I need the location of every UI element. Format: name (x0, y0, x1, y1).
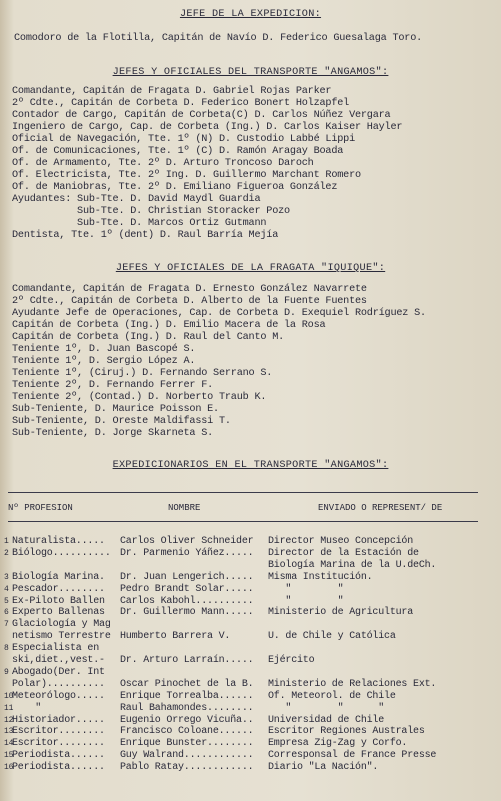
officer-line: Teniente 1º, (Ciruj.) D. Fernando Serrano S. (12, 368, 273, 379)
table-row (0, 584, 501, 596)
row-number: 3 (4, 572, 9, 582)
row-number: 13 (4, 727, 14, 737)
column-header-profesion: Nº PROFESION (8, 503, 73, 513)
row-enviado: Universidad de Chile (268, 714, 385, 726)
officer-line: Teniente 2º, (Contad.) D. Norberto Traub K. (12, 392, 267, 403)
row-nombre: Dr. Guillermo Mann..... (120, 607, 254, 619)
row-number: 5 (4, 596, 9, 606)
table-row (0, 596, 501, 608)
row-nombre: Eugenio Orrego Vicuña.. (120, 714, 254, 726)
row-number: 11 (4, 703, 14, 713)
officer-line: Sub-Teniente, D. Oreste Maldifassi T. (12, 416, 231, 427)
officer-line: Ayudantes: Sub-Tte. D. David Maydl Guardia (12, 194, 261, 205)
table-header-rule (8, 521, 478, 522)
row-enviado: Ministerio de Relaciones Ext. (268, 678, 437, 690)
table-row (0, 667, 501, 679)
row-enviado: Corresponsal de France Presse (268, 750, 437, 762)
row-nombre: Raul Bahamondes........ (120, 702, 254, 714)
row-profesion: Polar).......... (12, 678, 105, 690)
row-enviado: Diario "La Nación". (268, 762, 379, 774)
row-number: 12 (4, 715, 14, 725)
officer-line: Contador de Cargo, Capitán de Corbeta(C) D. Carlos Núñez Vergara (12, 110, 391, 121)
table-row (0, 619, 501, 631)
row-profesion: Periodista...... (12, 762, 105, 774)
table-row (0, 750, 501, 762)
row-profesion: Escritor........ (12, 738, 105, 750)
row-enviado: Escritor Regiones Australes (268, 726, 425, 738)
row-profesion: netismo Terrestre (12, 631, 111, 643)
row-profesion: Historiador..... (12, 714, 105, 726)
row-nombre: Pedro Brandt Solar..... (120, 583, 254, 595)
row-number: 9 (4, 667, 9, 677)
expedicionarios-heading: EXPEDICIONARIOS EN EL TRANSPORTE "ANGAMOS": (112, 460, 389, 471)
officer-line: Ayudante Jefe de Operaciones, Cap. de Corbeta D. Exequiel Rodríguez S. (12, 308, 426, 319)
row-enviado: Ministerio de Agricultura (268, 607, 414, 619)
row-nombre: Oscar Pinochet de la B. (120, 678, 254, 690)
officer-line: Of. de Armamento, Tte. 2º D. Arturo Troncoso Daroch (12, 158, 314, 169)
row-number: 16 (4, 763, 14, 773)
table-row (0, 726, 501, 738)
row-enviado: " " " (268, 702, 385, 714)
officer-line: Teniente 1º, D. Juan Bascopé S. (12, 344, 196, 355)
table-row (0, 679, 501, 691)
officer-line: Sub-Teniente, D. Maurice Poisson E. (12, 404, 219, 415)
row-nombre: Carlos Oliver Schneider (120, 536, 254, 547)
row-profesion: Pescador........ (12, 583, 105, 595)
officer-line: Of. Electricista, Tte. 2º Ing. D. Guillermo Marchant Romero (12, 170, 361, 181)
column-header-nombre: NOMBRE (168, 503, 201, 513)
row-profesion: Escritor........ (12, 726, 105, 738)
row-enviado: Director Museo Concepción (268, 536, 414, 547)
row-enviado: " " (268, 583, 344, 595)
officer-line: Capitán de Corbeta (Ing.) D. Raul del Canto M. (12, 332, 285, 343)
row-nombre: Francisco Coloane...... (120, 726, 254, 738)
officer-line: Dentista, Tte. 1º (dent) D. Raul Barría Mejía (12, 230, 279, 241)
officer-line: Comandante, Capitán de Fragata D. Gabriel Rojas Parker (12, 86, 332, 97)
table-row (0, 560, 501, 572)
row-enviado: Director de la Estación de (268, 547, 419, 559)
table-top-rule (8, 492, 478, 493)
officer-line: Oficial de Navegación, Tte. 1º (N) D. Custodio Labbé Lippi (12, 134, 355, 145)
row-profesion: Ex-Piloto Ballen (12, 595, 105, 607)
row-profesion: Glaciología y Mag (12, 619, 111, 631)
row-nombre: Pablo Ratay............ (120, 762, 254, 774)
row-nombre: Dr. Juan Lengerich..... (120, 571, 254, 583)
row-number: 4 (4, 584, 9, 594)
officer-line: Sub-Tte. D. Christian Storacker Pozo (12, 206, 290, 217)
row-number: 8 (4, 644, 9, 654)
row-profesion: " (12, 702, 42, 714)
officer-line: Comandante, Capitán de Fragata D. Ernesto González Navarrete (12, 284, 367, 295)
table-row (0, 607, 501, 619)
row-nombre: Dr. Parmenio Yáñez..... (120, 547, 254, 559)
table-row (0, 762, 501, 774)
table-row (0, 738, 501, 750)
row-profesion: Periodista...... (12, 750, 105, 762)
table-row (0, 655, 501, 667)
row-number: 10 (4, 691, 14, 701)
table-row (0, 548, 501, 560)
row-enviado: " " (268, 595, 344, 607)
officer-line: Of. de Maniobras, Tte. 2º D. Emiliano Figueroa González (12, 182, 338, 193)
officer-line: Of. de Comunicaciones, Tte. 1º (C) D. Ramón Aragay Boada (12, 146, 344, 157)
row-nombre: Guy Walrand............ (120, 750, 254, 762)
row-enviado: Biología Marina de la U.deCh. (268, 559, 437, 571)
row-profesion: Especialista en (12, 643, 100, 655)
table-row (0, 536, 501, 548)
officer-line: Sub-Teniente, D. Jorge Skarneta S. (12, 428, 214, 439)
table-row (0, 631, 501, 643)
row-number: 7 (4, 620, 9, 630)
row-enviado: U. de Chile y Católica (268, 631, 396, 643)
row-profesion: Biología Marina. (12, 571, 105, 583)
row-enviado: Misma Institución. (268, 571, 373, 583)
row-nombre: Enrique Torrealba...... (120, 690, 254, 702)
row-number: 1 (4, 537, 9, 546)
row-nombre: Carlos Kabohl.......... (120, 595, 254, 607)
row-enviado: Empresa Zig-Zag y Corfo. (268, 738, 408, 750)
column-header-enviado: ENVIADO O REPRESENT/ DE (318, 503, 443, 513)
officer-line: Teniente 2º, D. Fernando Ferrer F. (12, 380, 214, 391)
iquique-heading: JEFES Y OFICIALES DE LA FRAGATA "IQUIQUE": (115, 263, 386, 274)
angamos-heading: JEFES Y OFICIALES DEL TRANSPORTE "ANGAMOS": (112, 67, 389, 78)
row-number: 15 (4, 751, 14, 761)
table-row (0, 572, 501, 584)
table-row (0, 643, 501, 655)
row-profesion: Naturalista..... (12, 536, 105, 547)
officer-line: Capitán de Corbeta (Ing.) D. Emilio Macera de la Rosa (12, 320, 326, 331)
jefe-heading: JEFE DE LA EXPEDICION: (179, 9, 322, 20)
officer-line: Sub-Tte. D. Marcos Ortiz Gutmann (12, 218, 267, 229)
row-enviado: Of. Meteorol. de Chile (268, 690, 396, 702)
officer-line: 2º Cdte., Capitán de Corbeta D. Alberto de la Fuente Fuentes (12, 296, 367, 307)
row-nombre: Dr. Arturo Larraín..... (120, 655, 254, 666)
row-number: 14 (4, 739, 14, 749)
row-profesion: Biólogo.......... (12, 547, 111, 559)
table-row (0, 715, 501, 727)
officer-line: 2º Cdte., Capitán de Corbeta D. Federico Bonert Holzapfel (12, 98, 350, 109)
row-profesion: Abogado(Der. Int (12, 666, 105, 678)
officer-line: Ingeniero de Cargo, Cap. de Corbeta (Ing.) D. Carlos Kaiser Hayler (12, 122, 403, 133)
row-number: 6 (4, 608, 9, 618)
row-nombre: Humberto Barrera V. (120, 631, 231, 643)
jefe-line: Comodoro de la Flotilla, Capitán de Navío D. Federico Guesalaga Toro. (14, 33, 423, 44)
table-row (0, 691, 501, 703)
table-row (0, 703, 501, 715)
row-nombre: Enrique Bunster........ (120, 738, 254, 750)
row-number: 2 (4, 548, 9, 558)
row-profesion: Experto Ballenas (12, 607, 105, 619)
row-profesion: Meteorólogo..... (12, 690, 105, 702)
officer-line: Teniente 1º, D. Sergio López A. (12, 356, 196, 367)
row-profesion: ski,diet.,vest.- (12, 655, 105, 666)
row-enviado: Ejército (268, 655, 315, 666)
